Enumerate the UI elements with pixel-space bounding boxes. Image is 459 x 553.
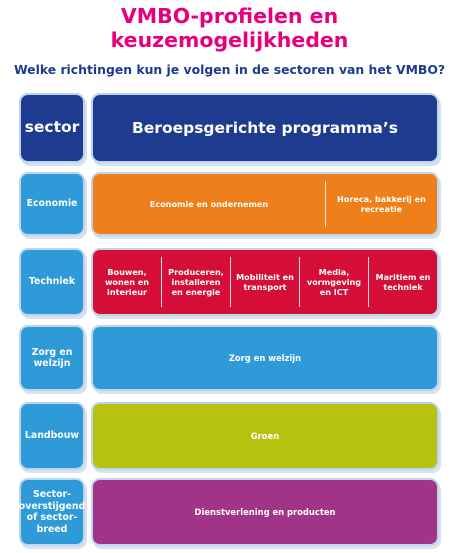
sector-label: Economie bbox=[26, 198, 78, 210]
sector-economie bbox=[19, 172, 85, 236]
sector-label: Sector-overstijgend of sector-breed bbox=[18, 489, 86, 535]
programs-techniek bbox=[91, 248, 439, 316]
page-title bbox=[0, 4, 459, 52]
sector-label: Landbouw bbox=[24, 430, 80, 442]
program-item: Economie en ondernemen bbox=[149, 199, 269, 209]
program-item: Mobiliteit en transport bbox=[236, 272, 294, 292]
program-item: Produceren, installeren en energie bbox=[168, 267, 224, 297]
program-item: Media, vormgeving en ICT bbox=[306, 267, 362, 297]
programs-landbouw bbox=[91, 402, 439, 470]
sector-landbouw bbox=[19, 402, 85, 470]
header-sector-cell bbox=[19, 93, 85, 163]
program-item: Horeca, bakkerij en recreatie bbox=[337, 194, 426, 214]
sector-zorg-en-welzijn bbox=[19, 325, 85, 391]
page-subtitle: Welke richtingen kun je volgen in de sectoren van het VMBO? bbox=[13, 62, 446, 77]
header-programs-cell bbox=[91, 93, 439, 163]
sector-sectoroverstijgend bbox=[19, 478, 85, 546]
programs-economie bbox=[91, 172, 439, 236]
program-item: Groen bbox=[250, 431, 280, 441]
program-item: Maritiem en techniek bbox=[375, 272, 431, 292]
header-programs-label: Beroepsgerichte programma’s bbox=[131, 119, 399, 137]
sector-label: Zorg en welzijn bbox=[31, 346, 73, 369]
program-item: Bouwen, wonen en interieur bbox=[104, 267, 150, 297]
title-line-2: keuzemogelijkheden bbox=[110, 28, 349, 52]
program-item: Zorg en welzijn bbox=[228, 353, 302, 363]
header-sector-label: sector bbox=[24, 118, 80, 137]
program-item: Dienstverlening en producten bbox=[194, 507, 336, 517]
sector-techniek bbox=[19, 248, 85, 316]
title-line-1: VMBO-profielen en bbox=[120, 4, 339, 28]
programs-sectoroverstijgend bbox=[91, 478, 439, 546]
programs-zorg-en-welzijn bbox=[91, 325, 439, 391]
sector-label: Techniek bbox=[28, 276, 76, 288]
